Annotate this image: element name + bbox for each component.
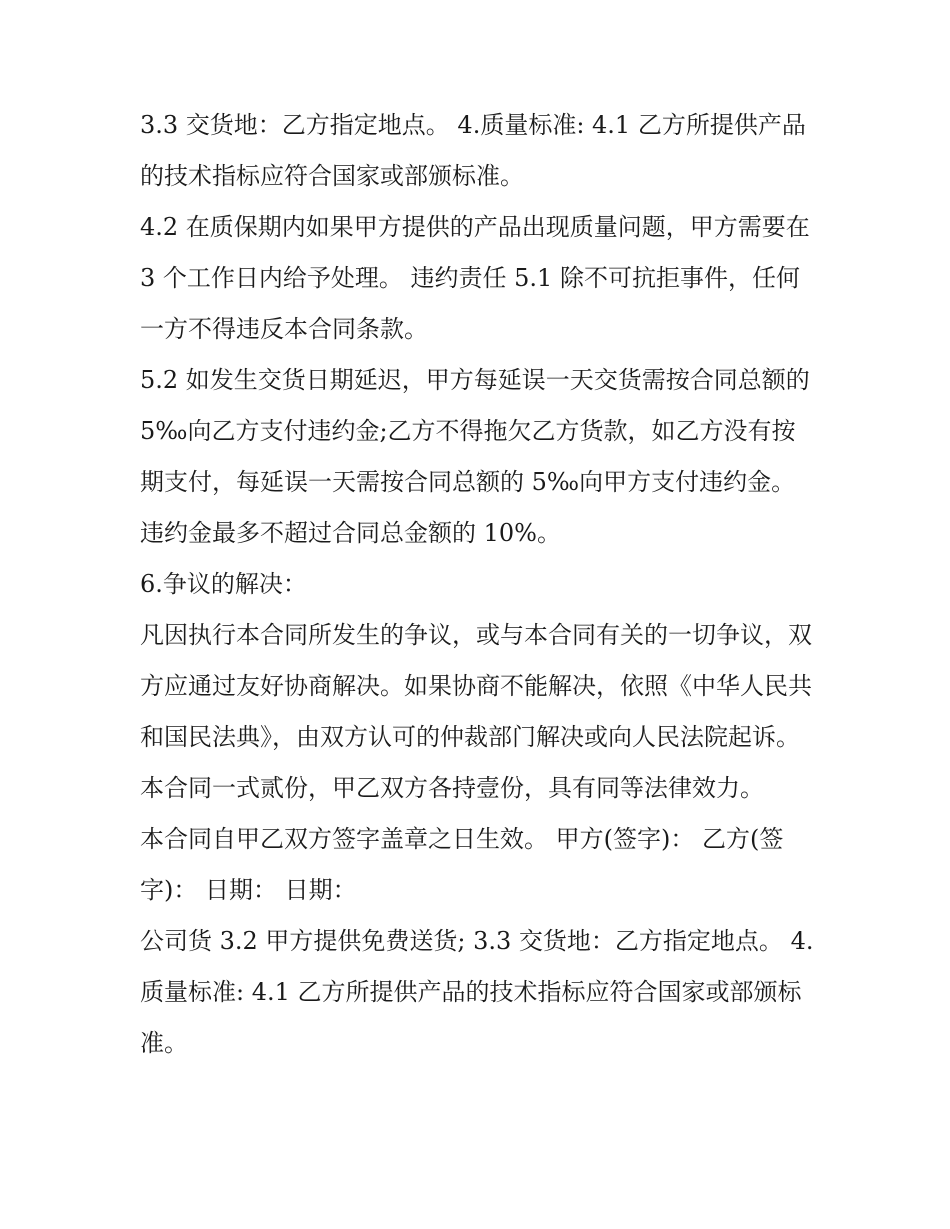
paragraph-signatures: 本合同自甲乙双方签字盖章之日生效。 甲方(签字)： 乙方(签字)： 日期： 日期： — [140, 825, 784, 904]
paragraph-late-penalty: 5.2 如发生交货日期延迟，甲方每延误一天交货需按合同总额的 5‰向乙方支付违约金;乙方不得拖欠乙方货款，如乙方没有按期支付，每延误一天需按合同总额的 5‰向甲方支付违约金。违约金最多不超过合同总金额的 10%。 — [140, 366, 818, 547]
paragraph-delivery-repeat: 公司货 3.2 甲方提供免费送货; 3.3 交货地：乙方指定地点。 4.质量标准: 4.1 乙方所提供产品的技术指标应符合国家或部颁标准。 — [140, 927, 814, 1057]
paragraph-warranty-liability: 4.2 在质保期内如果甲方提供的产品出现质量问题，甲方需要在 3 个工作日内给予处理。 违约责任 5.1 除不可抗拒事件，任何一方不得违反本合同条款。 — [140, 213, 818, 343]
paragraph-delivery-quality: 3.3 交货地：乙方指定地点。 4.质量标准: 4.1 乙方所提供产品的技术指标应符合国家或部颁标准。 — [140, 111, 806, 190]
paragraph-copies: 本合同一式贰份，甲乙双方各持壹份，具有同等法律效力。 — [140, 774, 764, 802]
paragraph-dispute-heading: 6.争议的解决： — [140, 570, 307, 598]
paragraph-dispute-resolution: 凡因执行本合同所发生的争议，或与本合同有关的一切争议，双方应通过友好协商解决。如果协商不能解决，依照《中华人民共和国民法典》，由双方认可的仲裁部门解决或向人民法院起诉。 — [140, 621, 812, 751]
